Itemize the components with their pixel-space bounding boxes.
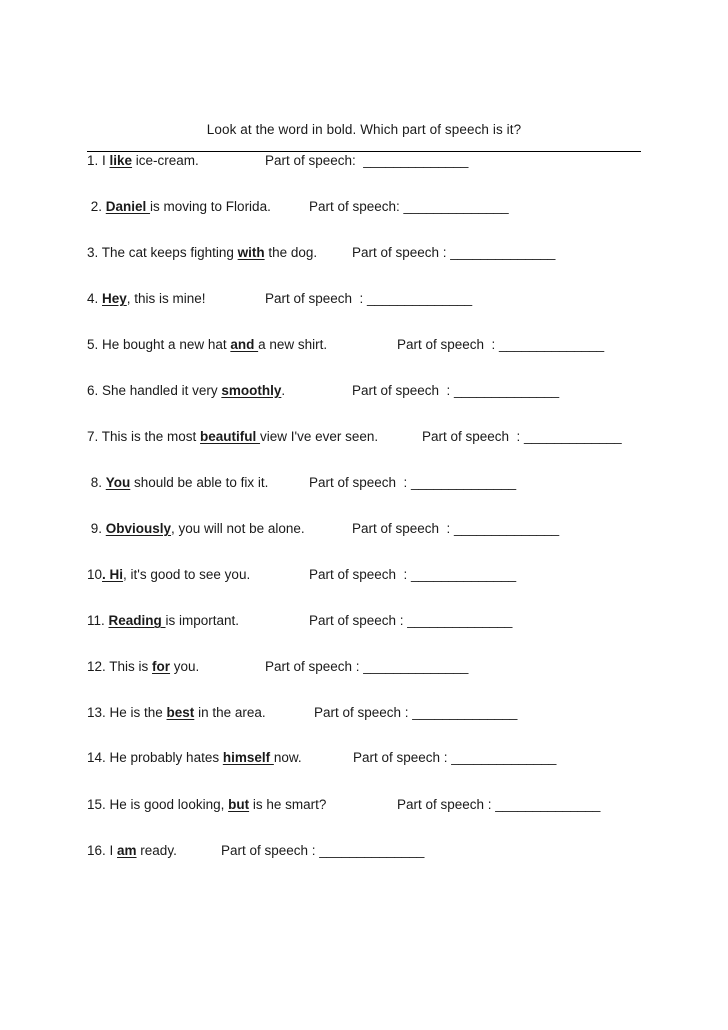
bold-word: . Hi: [102, 567, 124, 582]
question-7: 7. This is the most beautiful view I've ever seen.: [87, 429, 379, 444]
question-13: 13. He is the best in the area.: [87, 705, 266, 720]
bold-word: am: [117, 843, 137, 858]
answer-line-15[interactable]: Part of speech : ______________: [397, 797, 601, 812]
bold-word: Hey: [102, 291, 127, 306]
answer-line-3[interactable]: Part of speech : ______________: [352, 245, 556, 260]
bold-word: with: [237, 245, 265, 260]
question-3: 3. The cat keeps fighting with the dog.: [87, 245, 318, 260]
bold-word: You: [105, 475, 131, 490]
bold-word: and: [230, 337, 259, 352]
answer-line-4[interactable]: Part of speech : ______________: [265, 291, 473, 306]
question-16: 16. I am ready.: [87, 843, 177, 858]
bold-word: beautiful: [200, 429, 261, 444]
bold-word: Reading: [108, 613, 166, 628]
answer-line-5[interactable]: Part of speech : ______________: [397, 337, 605, 352]
answer-line-16[interactable]: Part of speech : ______________: [221, 843, 425, 858]
question-2: 2. Daniel is moving to Florida.: [87, 199, 271, 214]
answer-line-11[interactable]: Part of speech : ______________: [309, 613, 513, 628]
question-8: 8. You should be able to fix it.: [87, 475, 269, 490]
answer-line-14[interactable]: Part of speech : ______________: [353, 750, 557, 765]
question-15: 15. He is good looking, but is he smart?: [87, 797, 327, 812]
question-14: 14. He probably hates himself now.: [87, 750, 302, 765]
bold-word: best: [166, 705, 195, 720]
answer-line-12[interactable]: Part of speech : ______________: [265, 659, 469, 674]
worksheet-title: Look at the word in bold. Which part of speech is it?: [206, 122, 522, 137]
answer-line-1[interactable]: Part of speech: ______________: [265, 153, 469, 168]
answer-line-6[interactable]: Part of speech : ______________: [352, 383, 560, 398]
bold-word: like: [109, 153, 133, 168]
question-9: 9. Obviously, you will not be alone.: [87, 521, 305, 536]
question-5: 5. He bought a new hat and a new shirt.: [87, 337, 328, 352]
question-4: 4. Hey, this is mine!: [87, 291, 206, 306]
question-12: 12. This is for you.: [87, 659, 200, 674]
answer-line-13[interactable]: Part of speech : ______________: [314, 705, 518, 720]
answer-line-8[interactable]: Part of speech : ______________: [309, 475, 517, 490]
bold-word: himself: [222, 750, 274, 765]
bold-word: but: [228, 797, 250, 812]
question-10: 10. Hi, it's good to see you.: [87, 567, 251, 582]
question-1: 1. I like ice-cream.: [87, 153, 199, 168]
bold-word: Daniel: [105, 199, 151, 214]
question-11: 11. Reading is important.: [87, 613, 240, 628]
bold-word: for: [152, 659, 171, 674]
bold-word: smoothly: [221, 383, 282, 398]
answer-line-2[interactable]: Part of speech: ______________: [309, 199, 509, 214]
answer-line-7[interactable]: Part of speech : _____________: [422, 429, 622, 444]
answer-line-10[interactable]: Part of speech : ______________: [309, 567, 517, 582]
bold-word: Obviously: [105, 521, 172, 536]
answer-line-9[interactable]: Part of speech : ______________: [352, 521, 560, 536]
question-6: 6. She handled it very smoothly.: [87, 383, 286, 398]
